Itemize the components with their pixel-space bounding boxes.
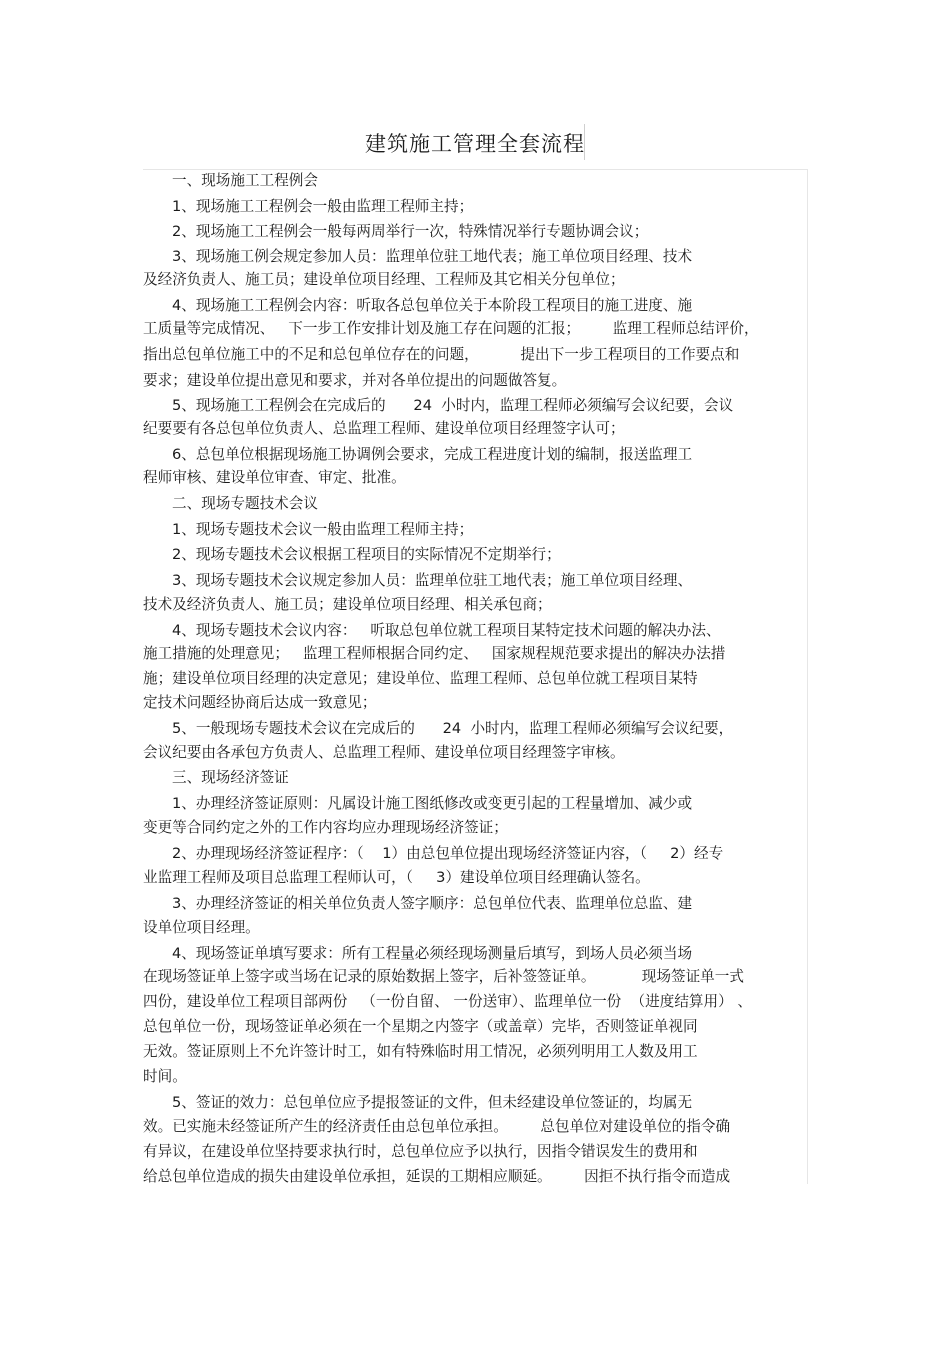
paragraph-line: 2、现场施工工程例会一般每两周举行一次，特殊情况举行专题协调会议； (172, 223, 649, 240)
section-heading: 三、现场经济签证 (172, 769, 289, 786)
paragraph-line: 2、办理现场经济签证程序：（ 1）由总包单位提出现场经济签证内容，（ 2）经专 (172, 845, 724, 862)
paragraph-line: 会议纪要由各承包方负责人、总监理工程师、建设单位项目经理签字审核。 (143, 744, 625, 761)
paragraph-line: 5、现场施工工程例会在完成后的 24 小时内，监理工程师必须编写会议纪要，会议 (172, 397, 734, 414)
paragraph-line: 效。已实施未经签证所产生的经济责任由总包单位承担。 总包单位对建设单位的指令确 (143, 1118, 731, 1135)
paragraph-line: 1、现场专题技术会议一般由监理工程师主持； (172, 521, 474, 538)
frame-top-rule (143, 169, 808, 170)
paragraph-line: 1、现场施工工程例会一般由监理工程师主持； (172, 198, 474, 215)
paragraph-line: 指出总包单位施工中的不足和总包单位存在的问题， 提出下一步工程项目的工作要点和 (143, 346, 740, 363)
page-title: 建筑施工管理全套流程 (365, 132, 585, 156)
paragraph-line: 施工措施的处理意见； 监理工程师根据合同约定、 国家规程规范要求提出的解决办法措 (143, 645, 726, 662)
paragraph-line: 5、一般现场专题技术会议在完成后的 24 小时内，监理工程师必须编写会议纪要， (172, 720, 734, 737)
paragraph-line: 无效。签证原则上不允许签计时工，如有特殊临时用工情况，必须列明用工人数及用工 (143, 1043, 698, 1060)
paragraph-line: 程师审核、建设单位审查、审定、批准。 (143, 469, 406, 486)
paragraph-line: 总包单位一份，现场签证单必须在一个星期之内签字（或盖章）完毕，否则签证单视同 (143, 1018, 698, 1035)
paragraph-line: 设单位项目经理。 (143, 919, 260, 936)
paragraph-line: 5、签证的效力：总包单位应予提报签证的文件，但未经建设单位签证的，均属无 (172, 1094, 693, 1111)
paragraph-line: 2、现场专题技术会议根据工程项目的实际情况不定期举行； (172, 546, 561, 563)
section-heading: 二、现场专题技术会议 (172, 495, 318, 512)
frame-right-rule (807, 169, 808, 1184)
paragraph-line: 6、总包单位根据现场施工协调例会要求，完成工程进度计划的编制，报送监理工 (172, 446, 693, 463)
paragraph-line: 4、现场施工工程例会内容：听取各总包单位关于本阶段工程项目的施工进度、施 (172, 297, 693, 314)
paragraph-line: 四份，建设单位工程项目部两份 （一份自留、 一份送审）、监理单位一份 （进度结算用） 、 (143, 993, 752, 1010)
paragraph-line: 要求；建设单位提出意见和要求，并对各单位提出的问题做答复。 (143, 372, 567, 389)
paragraph-line: 有异议，在建设单位坚持要求执行时，总包单位应予以执行，因指令错误发生的费用和 (143, 1143, 698, 1160)
paragraph-line: 及经济负责人、施工员；建设单位项目经理、工程师及其它相关分包单位； (143, 271, 625, 288)
paragraph-line: 给总包单位造成的损失由建设单位承担，延误的工期相应顺延。 因拒不执行指令而造成 (143, 1168, 731, 1185)
paragraph-line: 技术及经济负责人、施工员；建设单位项目经理、相关承包商； (143, 596, 552, 613)
paragraph-line: 4、现场签证单填写要求：所有工程量必须经现场测量后填写，到场人员必须当场 (172, 945, 693, 962)
paragraph-line: 施；建设单位项目经理的决定意见；建设单位、监理工程师、总包单位就工程项目某特 (143, 670, 698, 687)
paragraph-line: 1、办理经济签证原则：凡属设计施工图纸修改或变更引起的工程量增加、减少或 (172, 795, 693, 812)
paragraph-line: 4、现场专题技术会议内容： 听取总包单位就工程项目某特定技术问题的解决办法、 (172, 622, 721, 639)
paragraph-line: 3、现场施工例会规定参加人员：监理单位驻工地代表；施工单位项目经理、技术 (172, 248, 693, 265)
paragraph-line: 在现场签证单上签字或当场在记录的原始数据上签字，后补签签证单。 现场签证单一式 (143, 968, 744, 985)
paragraph-line: 3、办理经济签证的相关单位负责人签字顺序：总包单位代表、监理单位总监、建 (172, 895, 693, 912)
paragraph-line: 时间。 (143, 1068, 187, 1085)
paragraph-line: 3、现场专题技术会议规定参加人员：监理单位驻工地代表；施工单位项目经理、 (172, 572, 693, 589)
paragraph-line: 定技术问题经协商后达成一致意见； (143, 694, 377, 711)
paragraph-line: 业监理工程师及项目总监理工程师认可，（ 3）建设单位项目经理确认签名。 (143, 869, 650, 886)
paragraph-line: 变更等合同约定之外的工作内容均应办理现场经济签证； (143, 819, 508, 836)
paragraph-line: 纪要要有各总包单位负责人、总监理工程师、建设单位项目经理签字认可； (143, 420, 625, 437)
paragraph-line: 工质量等完成情况、 下一步工作安排计划及施工存在问题的汇报； 监理工程师总结评价， (143, 320, 759, 337)
section-heading: 一、现场施工工程例会 (172, 172, 318, 189)
